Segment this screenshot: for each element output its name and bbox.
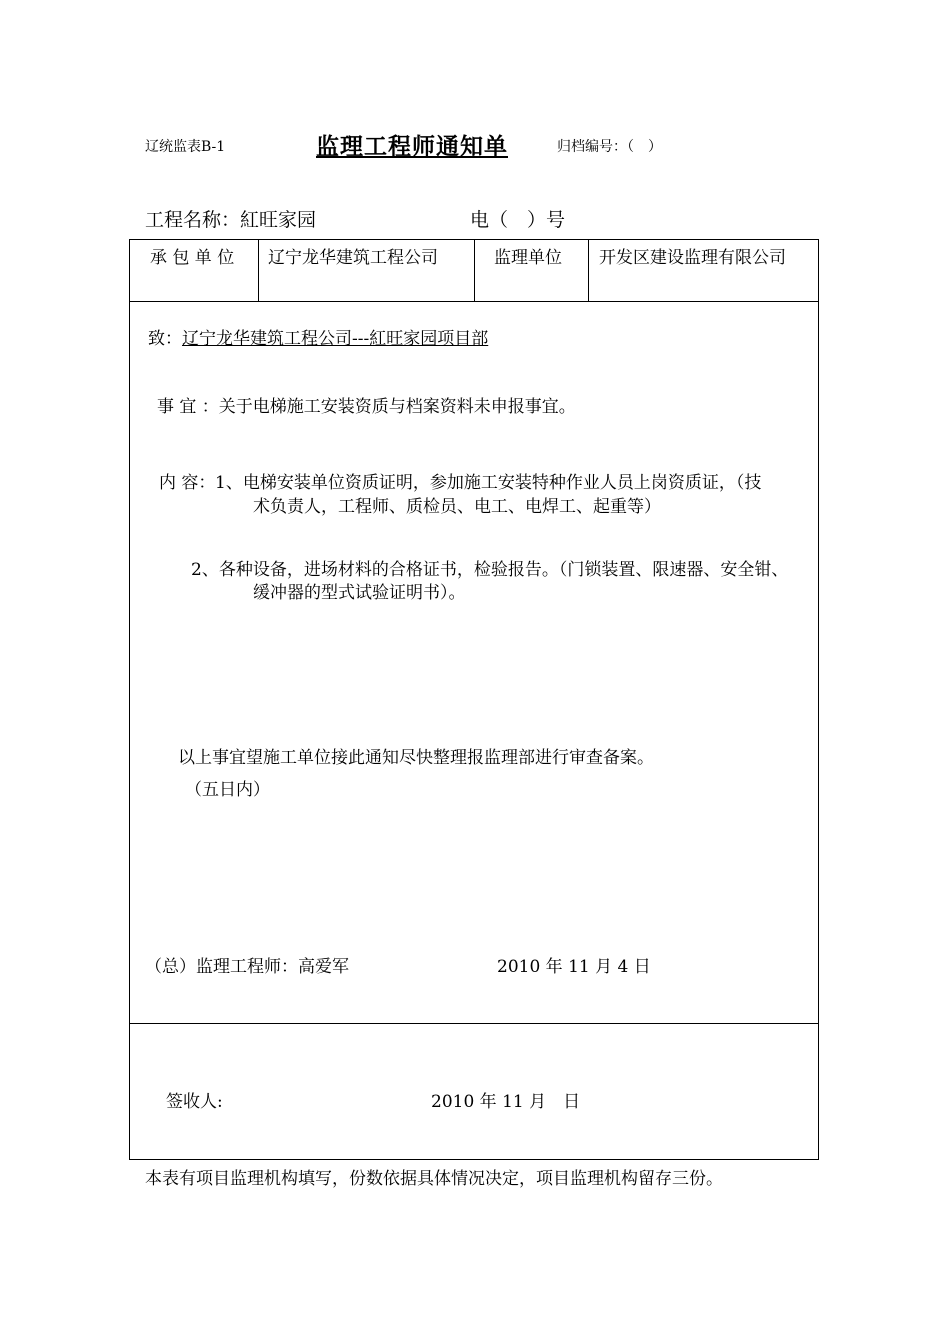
supervisor-value: 开发区建设监理有限公司 bbox=[599, 248, 786, 268]
form-code: 辽统监表B-1 bbox=[145, 139, 226, 155]
supervisor-label: 监理单位 bbox=[494, 248, 562, 268]
document-number: 电（ ）号 bbox=[470, 209, 566, 231]
recipient-value: 辽宁龙华建筑工程公司---紅旺家园项目部 bbox=[182, 329, 489, 349]
footer-note: 本表有项目监理机构填写，份数依据具体情况决定，项目监理机构留存三份。 bbox=[145, 1169, 723, 1189]
matter: 事 宜 ：关于电梯施工安装资质与档案资料未申报事宜。 bbox=[157, 397, 576, 417]
content-item-2-line-2: 缓冲器的型式试验证明书）。 bbox=[253, 583, 466, 603]
receiver-label: 签收人: bbox=[166, 1092, 223, 1112]
project-name: 工程名称：紅旺家园 bbox=[145, 209, 317, 231]
archive-number: 归档编号：（ ） bbox=[557, 139, 662, 155]
content-item-1-line-1: 1、电梯安装单位资质证明，参加施工安装特种作业人员上岗资质证，（技 bbox=[215, 473, 762, 493]
receipt-date: 2010 年 11 月 日 bbox=[431, 1092, 581, 1112]
recipient bbox=[148, 324, 488, 349]
contractor-value: 辽宁龙华建筑工程公司 bbox=[268, 248, 438, 268]
contractor-label: 承 包 单 位 bbox=[150, 248, 235, 268]
issue-date: 2010 年 11 月 4 日 bbox=[497, 957, 651, 977]
content-item-2-line-1: 2、各种设备，进场材料的合格证书，检验报告。（门锁装置、限速器、安全钳、 bbox=[191, 560, 789, 580]
recipient-label: 致： bbox=[148, 329, 182, 349]
request-text: 以上事宜望施工单位接此通知尽快整理报监理部进行审查备案。 bbox=[178, 748, 654, 768]
content-label: 内 容： bbox=[159, 473, 216, 493]
page-title: 监理工程师通知单 bbox=[316, 133, 508, 160]
content-item-1-line-2: 术负责人，工程师、质检员、电工、电焊工、起重等） bbox=[253, 497, 661, 517]
supervising-engineer: （总）监理工程师：高爱军 bbox=[145, 957, 349, 977]
deadline-text: （五日内） bbox=[185, 780, 270, 800]
